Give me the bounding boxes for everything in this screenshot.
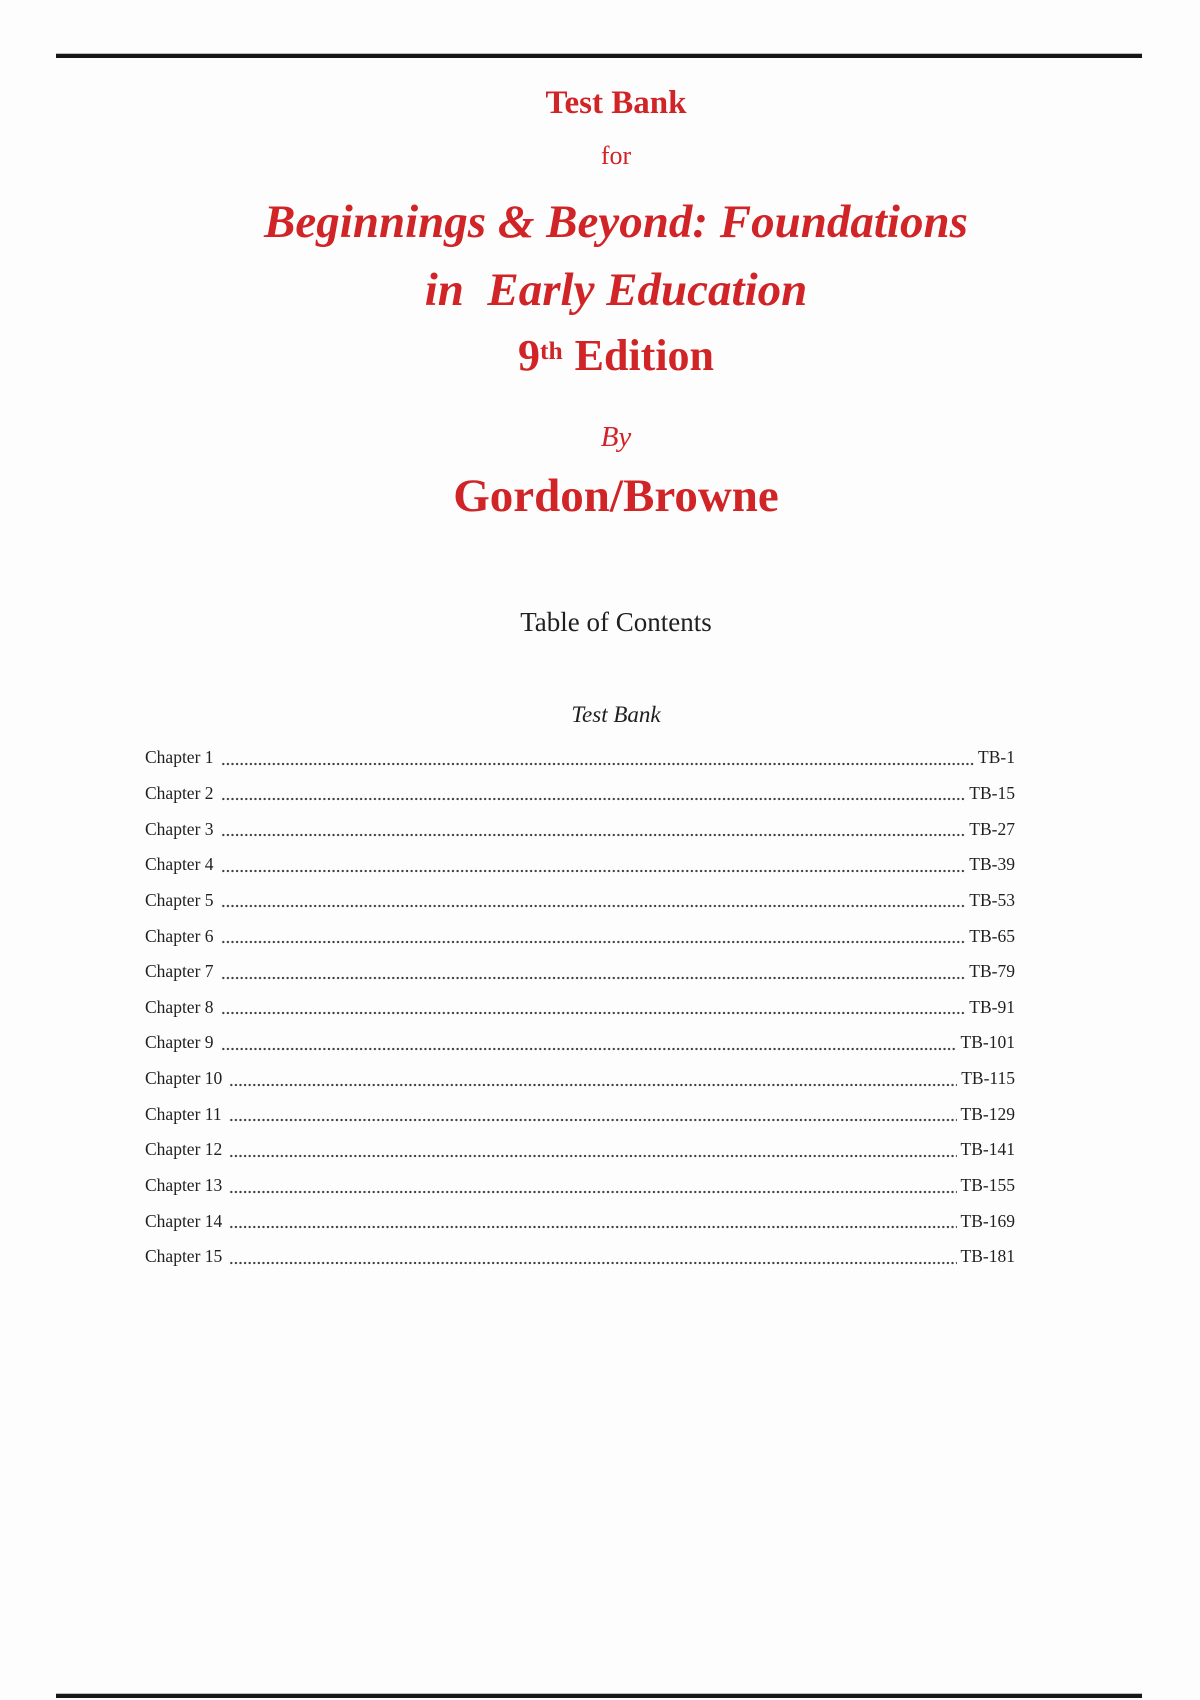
- toc-entry-page: TB-115: [961, 1068, 1015, 1089]
- toc-entry-page: TB-129: [960, 1103, 1015, 1124]
- edition-line: [30, 330, 1200, 383]
- toc-entry-page: TB-79: [969, 961, 1015, 982]
- toc-entry: [145, 1239, 1015, 1275]
- top-horizontal-rule: [56, 54, 1142, 58]
- toc-entry-label: Chapter 1: [145, 747, 214, 768]
- toc-dot-leader: [221, 857, 966, 873]
- toc-entry: [145, 847, 1015, 883]
- toc-entry-page: TB-53: [969, 889, 1015, 910]
- toc-entry-label: Chapter 3: [145, 818, 214, 839]
- toc-heading: Table of Contents: [520, 607, 712, 637]
- toc-entry-label: Chapter 10: [145, 1068, 223, 1089]
- toc-entry-page: TB-27: [969, 818, 1015, 839]
- toc-entry: [145, 1025, 1015, 1061]
- toc-entry: [145, 1132, 1015, 1168]
- toc-entry-label: Chapter 5: [145, 889, 214, 910]
- toc-entry: [145, 1203, 1015, 1239]
- toc-entry-page: TB-155: [960, 1175, 1015, 1195]
- toc-dot-leader: [221, 821, 966, 837]
- toc-entry: [145, 740, 1015, 776]
- toc-entry: [145, 954, 1015, 990]
- by-label: By: [600, 421, 632, 453]
- toc-entry-page: TB-169: [960, 1210, 1015, 1231]
- toc-entry-page: TB-39: [969, 854, 1015, 875]
- toc-dot-leader: [229, 1178, 956, 1194]
- authors-name: Gordon/Browne: [453, 470, 779, 522]
- toc-dot-leader: [221, 892, 966, 908]
- toc-entry-page: TB-181: [960, 1246, 1015, 1267]
- book-title-line1: Beginnings & Beyond: Foundations: [264, 196, 968, 248]
- edition-number: 9: [517, 331, 540, 380]
- edition-ordinal-suffix: th: [539, 335, 563, 365]
- toc-dot-leader: [221, 928, 966, 944]
- toc-dot-leader: [229, 1249, 956, 1265]
- toc-dot-leader: [221, 750, 975, 766]
- toc-entry-label: Chapter 4: [145, 854, 214, 875]
- toc-entry-page: TB-15: [969, 782, 1015, 803]
- toc-entry: [145, 1096, 1015, 1132]
- toc-entry-page: TB-91: [969, 996, 1015, 1017]
- toc-entry-label: Chapter 6: [145, 925, 214, 946]
- for-label: for: [600, 141, 632, 170]
- toc-entry-label: Chapter 14: [145, 1210, 223, 1231]
- toc-dot-leader: [221, 999, 966, 1015]
- toc-dot-leader: [229, 1142, 956, 1158]
- toc-entry-page: TB-101: [960, 1032, 1015, 1053]
- toc-entry: [145, 1168, 1015, 1204]
- toc-entry: [145, 776, 1015, 812]
- toc-dot-leader: [229, 1106, 957, 1122]
- toc-entry-page: TB-1: [978, 747, 1015, 768]
- toc-entry: [145, 1061, 1015, 1097]
- edition-word: Edition: [574, 331, 715, 380]
- toc-entry-label: Chapter 7: [145, 961, 214, 982]
- toc-entry-label: Chapter 12: [145, 1139, 223, 1160]
- toc-entry-label: Chapter 15: [145, 1246, 223, 1267]
- bottom-horizontal-rule: [56, 1694, 1142, 1698]
- toc-dot-leader: [229, 1213, 956, 1229]
- toc-entry-label: Chapter 13: [145, 1175, 223, 1195]
- toc-entry-page: TB-141: [960, 1139, 1015, 1160]
- toc-entry-label: Chapter 11: [145, 1103, 222, 1124]
- toc-entry: [145, 811, 1015, 847]
- toc-entry-label: Chapter 2: [145, 782, 214, 803]
- toc-entry-label: Chapter 9: [145, 1032, 214, 1053]
- toc-entry: [145, 918, 1015, 954]
- book-title-line2: in Early Education: [424, 264, 808, 316]
- toc-dot-leader: [221, 1035, 957, 1051]
- toc-dot-leader: [221, 964, 966, 980]
- toc-section-label: Test Bank: [571, 702, 661, 727]
- toc-list: [145, 740, 1015, 1275]
- toc-entry-label: Chapter 8: [145, 996, 214, 1017]
- test-bank-heading: Test Bank: [545, 85, 687, 121]
- toc-entry: [145, 989, 1015, 1025]
- toc-dot-leader: [229, 1071, 957, 1087]
- toc-entry: [145, 883, 1015, 919]
- toc-dot-leader: [221, 785, 966, 801]
- toc-entry-page: TB-65: [969, 925, 1015, 946]
